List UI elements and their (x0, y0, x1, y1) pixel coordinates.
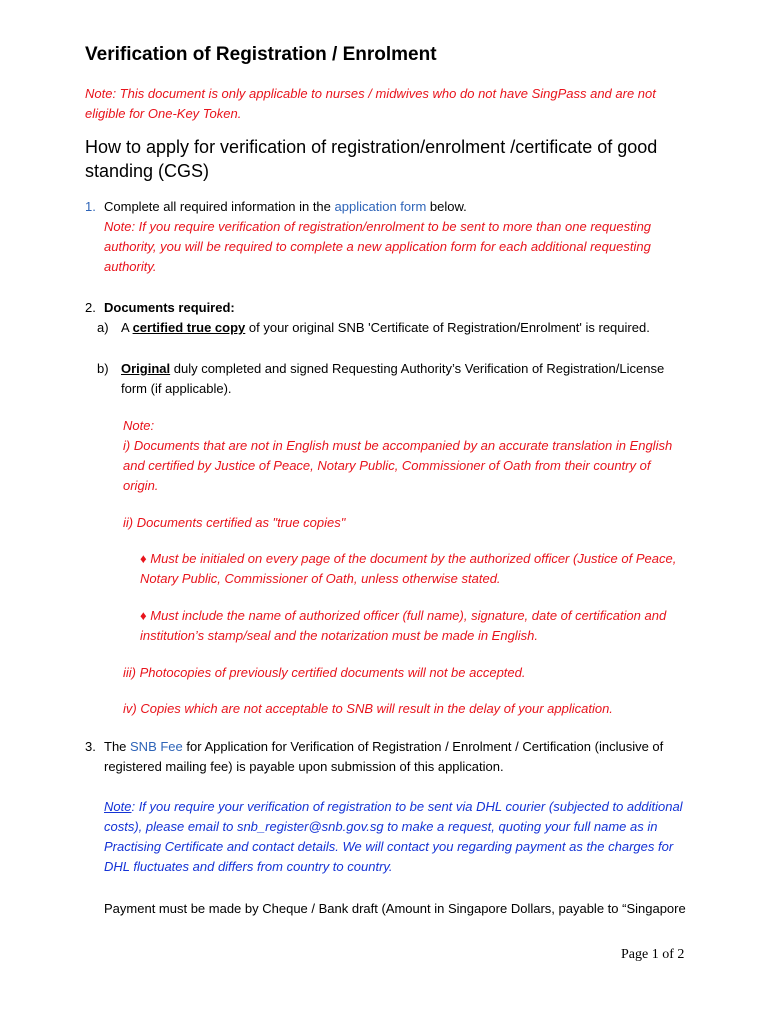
bullet-1-line-2: Notary Public, Commissioner of Oath, unless otherwise stated. (140, 571, 501, 586)
step-3-pre: The (104, 739, 131, 754)
step-3-number: 3. (85, 739, 96, 754)
original-emphasis: Original (121, 361, 171, 376)
payment-line: Payment must be made by Cheque / Bank draft (Amount in Singapore Dollars, payable to “Singapore (104, 901, 686, 916)
step-2a-label: a) (97, 320, 109, 335)
step-3-text-line-1 (104, 739, 663, 754)
dhl-note-line-3: Practising Certificate and contact details. We will contact you regarding payment as the charges for (104, 839, 674, 854)
page-number: Page 1 of 2 (621, 947, 685, 962)
section-heading-line-1: How to apply for verification of registration/enrolment /certificate of good (85, 137, 658, 157)
section-heading-line-2: standing (CGS) (85, 161, 210, 181)
step-2b-label: b) (97, 361, 109, 376)
certified-true-copy-emphasis: certified true copy (132, 320, 246, 335)
step-3-post: for Application for Verification of Registration / Enrolment / Certification (inclusive of (182, 739, 664, 754)
note-iii: iii) Photocopies of previously certified documents will not be accepted. (123, 665, 526, 680)
step-1-text-post: below. (426, 199, 467, 214)
bullet-2-line-1: ♦ Must include the name of authorized officer (full name), signature, date of certification and (140, 608, 667, 623)
dhl-note-label: Note (104, 799, 132, 814)
bullet-2-line-2: institution’s stamp/seal and the notarization must be made in English. (140, 628, 538, 643)
note-label: Note: (123, 418, 155, 433)
step-1-note-line-2: authority, you will be required to complete a new application form for each additional requesting (104, 239, 651, 254)
step-2a-post: of your original SNB 'Certificate of Registration/Enrolment' is required. (245, 320, 650, 335)
dhl-note-line-4: DHL fluctuates and differs from country to country. (104, 859, 393, 874)
bullet-1-line-1: ♦ Must be initialed on every page of the document by the authorized officer (Justice of Peace, (140, 551, 677, 566)
step-2b-line-1-rest: duly completed and signed Requesting Authority’s Verification of Registration/License (170, 361, 665, 376)
step-1-note-line-3: authority. (104, 259, 157, 274)
step-2b-text-line-1 (121, 361, 664, 376)
page-title: Verification of Registration / Enrolment (85, 44, 437, 65)
top-note-line-1: Note: This document is only applicable to nurses / midwives who do not have SingPass and are not (85, 86, 656, 101)
application-form-link[interactable]: application form (334, 199, 427, 214)
note-ii: ii) Documents certified as "true copies" (123, 515, 346, 530)
step-2-heading: Documents required: (104, 300, 235, 315)
snb-fee-link[interactable]: SNB Fee (130, 739, 183, 754)
step-2-number: 2. (85, 300, 96, 315)
dhl-note-line-1-rest: : If you require your verification of registration to be sent via DHL courier (subjected to additional (131, 799, 683, 814)
dhl-note-line-1 (104, 799, 683, 814)
top-note-line-2: eligible for One-Key Token. (85, 106, 242, 121)
note-i-line-2: and certified by Justice of Peace, Notary Public, Commissioner of Oath from their country of (123, 458, 651, 473)
step-2a-pre: A (121, 320, 133, 335)
step-2b-text-line-2: form (if applicable). (121, 381, 232, 396)
step-1-text (104, 199, 467, 214)
step-3-text-line-2: registered mailing fee) is payable upon submission of this application. (104, 759, 504, 774)
step-2a-text (121, 320, 650, 335)
note-i-line-1: i) Documents that are not in English must be accompanied by an accurate translation in English (123, 438, 673, 453)
note-i-line-3: origin. (123, 478, 159, 493)
step-1-text-pre: Complete all required information in the (104, 199, 335, 214)
dhl-note-line-2: costs), please email to snb_register@snb.gov.sg to make a request, quoting your full name as in (104, 819, 658, 834)
step-1-note-line-1: Note: If you require verification of registration/enrolment to be sent to more than one requesting (104, 219, 652, 234)
note-iv: iv) Copies which are not acceptable to SNB will result in the delay of your application. (123, 701, 613, 716)
step-1-number: 1. (85, 199, 96, 214)
